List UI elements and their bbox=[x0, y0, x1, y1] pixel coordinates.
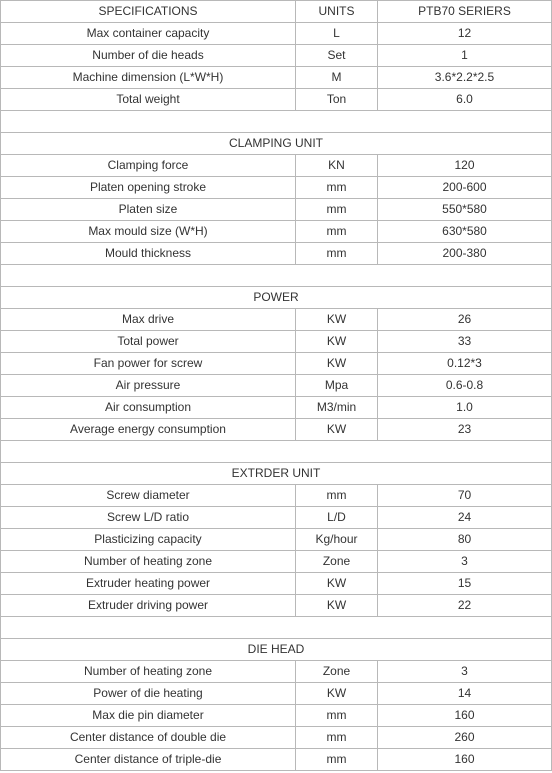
section-title: CLAMPING UNIT bbox=[1, 133, 552, 155]
value-cell: 24 bbox=[378, 507, 552, 529]
value-cell: 26 bbox=[378, 309, 552, 331]
table-row bbox=[1, 683, 552, 705]
spec-name-cell: Max container capacity bbox=[1, 23, 296, 45]
value-cell: 80 bbox=[378, 529, 552, 551]
spec-name-cell: Extruder driving power bbox=[1, 595, 296, 617]
unit-cell: KW bbox=[296, 309, 378, 331]
value-cell: 630*580 bbox=[378, 221, 552, 243]
table-row bbox=[1, 705, 552, 727]
spec-name-cell: Center distance of triple-die bbox=[1, 749, 296, 771]
spec-name-cell: Max drive bbox=[1, 309, 296, 331]
spec-name-cell: Air consumption bbox=[1, 397, 296, 419]
unit-cell: mm bbox=[296, 221, 378, 243]
unit-cell: mm bbox=[296, 243, 378, 265]
section-title-row bbox=[1, 287, 552, 309]
table-row bbox=[1, 529, 552, 551]
value-cell: 70 bbox=[378, 485, 552, 507]
table-row bbox=[1, 507, 552, 529]
table-row bbox=[1, 89, 552, 111]
unit-cell: Set bbox=[296, 45, 378, 67]
value-cell: 1.0 bbox=[378, 397, 552, 419]
section-title-row bbox=[1, 639, 552, 661]
spec-name-cell: Screw L/D ratio bbox=[1, 507, 296, 529]
spec-name-cell: Extruder heating power bbox=[1, 573, 296, 595]
table-row bbox=[1, 309, 552, 331]
spec-name-cell: Total power bbox=[1, 331, 296, 353]
unit-cell: Kg/hour bbox=[296, 529, 378, 551]
table-row bbox=[1, 331, 552, 353]
value-cell: 23 bbox=[378, 419, 552, 441]
value-cell: 3 bbox=[378, 551, 552, 573]
value-cell: 260 bbox=[378, 727, 552, 749]
table-row bbox=[1, 353, 552, 375]
section-title: POWER bbox=[1, 287, 552, 309]
value-cell: 0.6-0.8 bbox=[378, 375, 552, 397]
unit-cell: KW bbox=[296, 331, 378, 353]
spacer-cell bbox=[1, 265, 552, 287]
value-cell: 200-380 bbox=[378, 243, 552, 265]
spec-name-cell: Number of heating zone bbox=[1, 551, 296, 573]
spec-name-cell: Center distance of double die bbox=[1, 727, 296, 749]
specifications-table-body bbox=[1, 1, 552, 771]
table-row bbox=[1, 727, 552, 749]
unit-cell: L/D bbox=[296, 507, 378, 529]
value-cell: 0.12*3 bbox=[378, 353, 552, 375]
table-row bbox=[1, 551, 552, 573]
spec-name-cell: Screw diameter bbox=[1, 485, 296, 507]
table-row bbox=[1, 661, 552, 683]
value-cell: 120 bbox=[378, 155, 552, 177]
spacer-cell bbox=[1, 111, 552, 133]
unit-cell: mm bbox=[296, 199, 378, 221]
unit-cell: KW bbox=[296, 353, 378, 375]
unit-cell: Ton bbox=[296, 89, 378, 111]
value-cell: 6.0 bbox=[378, 89, 552, 111]
table-row bbox=[1, 573, 552, 595]
spec-name-cell: Machine dimension (L*W*H) bbox=[1, 67, 296, 89]
spec-name-cell: Max die pin diameter bbox=[1, 705, 296, 727]
unit-cell: mm bbox=[296, 727, 378, 749]
value-cell: 22 bbox=[378, 595, 552, 617]
value-cell: 15 bbox=[378, 573, 552, 595]
value-cell: 14 bbox=[378, 683, 552, 705]
unit-cell: M3/min bbox=[296, 397, 378, 419]
section-title-row bbox=[1, 133, 552, 155]
table-row bbox=[1, 243, 552, 265]
table-row bbox=[1, 397, 552, 419]
spacer-row bbox=[1, 617, 552, 639]
table-row bbox=[1, 749, 552, 771]
unit-cell: KW bbox=[296, 419, 378, 441]
value-cell: 12 bbox=[378, 23, 552, 45]
unit-cell: Mpa bbox=[296, 375, 378, 397]
unit-cell: M bbox=[296, 67, 378, 89]
spacer-row bbox=[1, 441, 552, 463]
spec-name-cell: Plasticizing capacity bbox=[1, 529, 296, 551]
spec-name-cell: Platen opening stroke bbox=[1, 177, 296, 199]
unit-cell: mm bbox=[296, 485, 378, 507]
header-series: PTB70 SERIERS bbox=[378, 1, 552, 23]
unit-cell: mm bbox=[296, 705, 378, 727]
unit-cell: L bbox=[296, 23, 378, 45]
spec-name-cell: Power of die heating bbox=[1, 683, 296, 705]
spec-name-cell: Number of die heads bbox=[1, 45, 296, 67]
spec-name-cell: Platen size bbox=[1, 199, 296, 221]
value-cell: 160 bbox=[378, 749, 552, 771]
value-cell: 3 bbox=[378, 661, 552, 683]
table-header-row bbox=[1, 1, 552, 23]
spec-name-cell: Total weight bbox=[1, 89, 296, 111]
section-title-row bbox=[1, 463, 552, 485]
section-title: EXTRDER UNIT bbox=[1, 463, 552, 485]
unit-cell: Zone bbox=[296, 661, 378, 683]
header-specifications: SPECIFICATIONS bbox=[1, 1, 296, 23]
table-row bbox=[1, 23, 552, 45]
spacer-row bbox=[1, 111, 552, 133]
header-units: UNITS bbox=[296, 1, 378, 23]
unit-cell: KW bbox=[296, 683, 378, 705]
value-cell: 3.6*2.2*2.5 bbox=[378, 67, 552, 89]
value-cell: 33 bbox=[378, 331, 552, 353]
value-cell: 550*580 bbox=[378, 199, 552, 221]
spacer-row bbox=[1, 265, 552, 287]
table-row bbox=[1, 221, 552, 243]
spec-name-cell: Average energy consumption bbox=[1, 419, 296, 441]
unit-cell: KN bbox=[296, 155, 378, 177]
spec-name-cell: Fan power for screw bbox=[1, 353, 296, 375]
table-row bbox=[1, 177, 552, 199]
table-row bbox=[1, 485, 552, 507]
unit-cell: KW bbox=[296, 595, 378, 617]
unit-cell: KW bbox=[296, 573, 378, 595]
table-row bbox=[1, 67, 552, 89]
unit-cell: Zone bbox=[296, 551, 378, 573]
unit-cell: mm bbox=[296, 749, 378, 771]
spec-name-cell: Clamping force bbox=[1, 155, 296, 177]
spec-name-cell: Mould thickness bbox=[1, 243, 296, 265]
section-title: DIE HEAD bbox=[1, 639, 552, 661]
value-cell: 200-600 bbox=[378, 177, 552, 199]
spacer-cell bbox=[1, 441, 552, 463]
table-row bbox=[1, 45, 552, 67]
value-cell: 1 bbox=[378, 45, 552, 67]
value-cell: 160 bbox=[378, 705, 552, 727]
table-row bbox=[1, 595, 552, 617]
table-row bbox=[1, 375, 552, 397]
spacer-cell bbox=[1, 617, 552, 639]
spec-name-cell: Air pressure bbox=[1, 375, 296, 397]
table-row bbox=[1, 155, 552, 177]
table-row bbox=[1, 419, 552, 441]
spec-name-cell: Max mould size (W*H) bbox=[1, 221, 296, 243]
table-row bbox=[1, 199, 552, 221]
unit-cell: mm bbox=[296, 177, 378, 199]
spec-name-cell: Number of heating zone bbox=[1, 661, 296, 683]
